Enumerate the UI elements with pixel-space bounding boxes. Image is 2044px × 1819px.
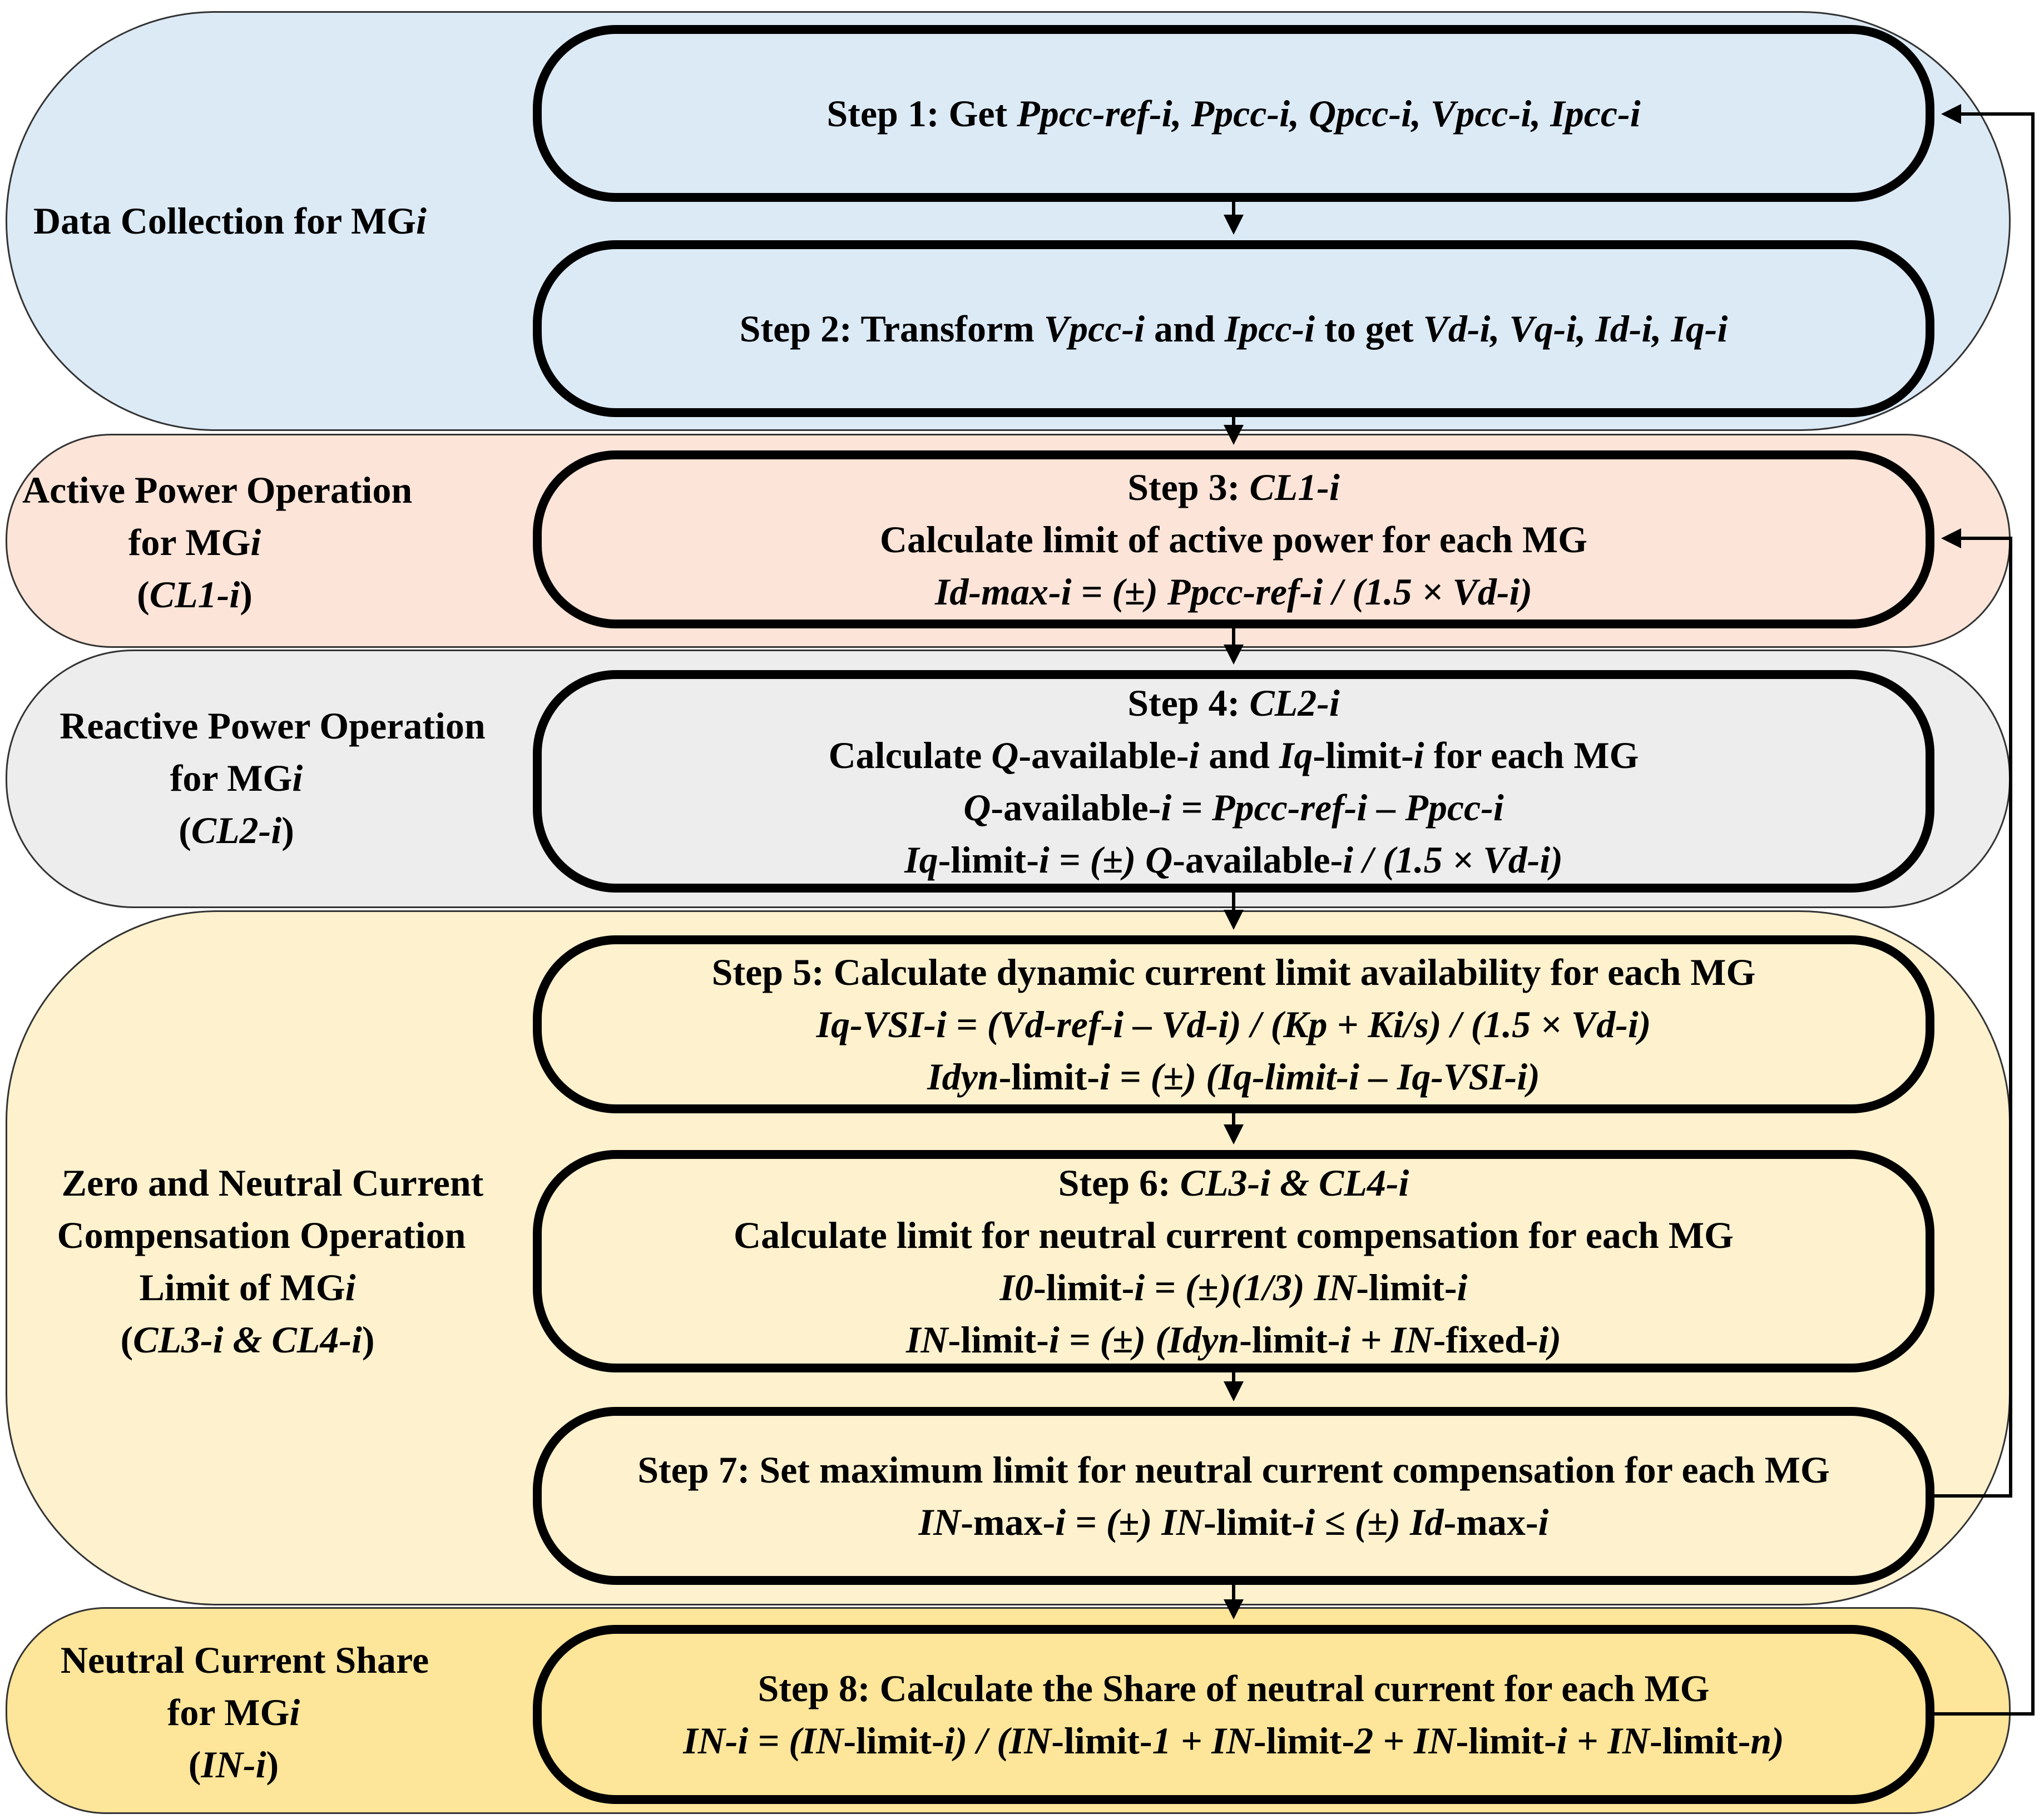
active-power-label: Active Power Operation for MGi (CL1-i) [22, 469, 413, 616]
step-4-box: Step 4: CL2-i Calculate Q-available-i and Iq-limit-i for each MG Q-available-i = Ppcc-ref-i – Ppcc-i Iq-limit-i = (±) Q-available-i / (1.5 × Vd-i) [533, 670, 1934, 893]
data-collection-label: Data Collection for MGi [33, 200, 427, 242]
neutral-share-label: Neutral Current Share for MGi (IN-i) [60, 1639, 429, 1786]
step-5-box: Step 5: Calculate dynamic current limit availability for each MG Iq-VSI-i = (Vd-ref-i – Vd-i) / (Kp + Ki/s) / (1.5 × Vd-i) Idyn-limit-i = (±) (Iq-limit-i – Iq-VSI-i) [533, 935, 1934, 1113]
step-1-box: Step 1: Get Ppcc-ref-i, Ppcc-i, Qpcc-i, Vpcc-i, Ipcc-i [533, 25, 1934, 202]
step-7-box: Step 7: Set maximum limit for neutral current compensation for each MG IN-max-i = (±) IN-limit-i ≤ (±) Id-max-i [533, 1407, 1934, 1585]
reactive-power-label: Reactive Power Operation for MGi (CL2-i) [60, 705, 486, 851]
step-8-box: Step 8: Calculate the Share of neutral current for each MG IN-i = (IN-limit-i) / (IN-limit-1 + IN-limit-2 + IN-limit-i + IN-limit-n) [533, 1625, 1934, 1804]
step-3-box: Step 3: CL1-i Calculate limit of active power for each MG Id-max-i = (±) Ppcc-ref-i / (1.5 × Vd-i) [533, 450, 1934, 628]
step-6-box: Step 6: CL3-i & CL4-i Calculate limit for neutral current compensation for each MG I0-limit-i = (±)(1/3) IN-limit-i IN-limit-i = (±) (Idyn-limit-i + IN-fixed-i) [533, 1150, 1934, 1372]
step-2-box: Step 2: Transform Vpcc-i and Ipcc-i to get Vd-i, Vq-i, Id-i, Iq-i [533, 240, 1934, 417]
zero-neutral-label: Zero and Neutral Current Compensation Operation Limit of MGi (CL3-i & CL4-i) [57, 1162, 484, 1361]
